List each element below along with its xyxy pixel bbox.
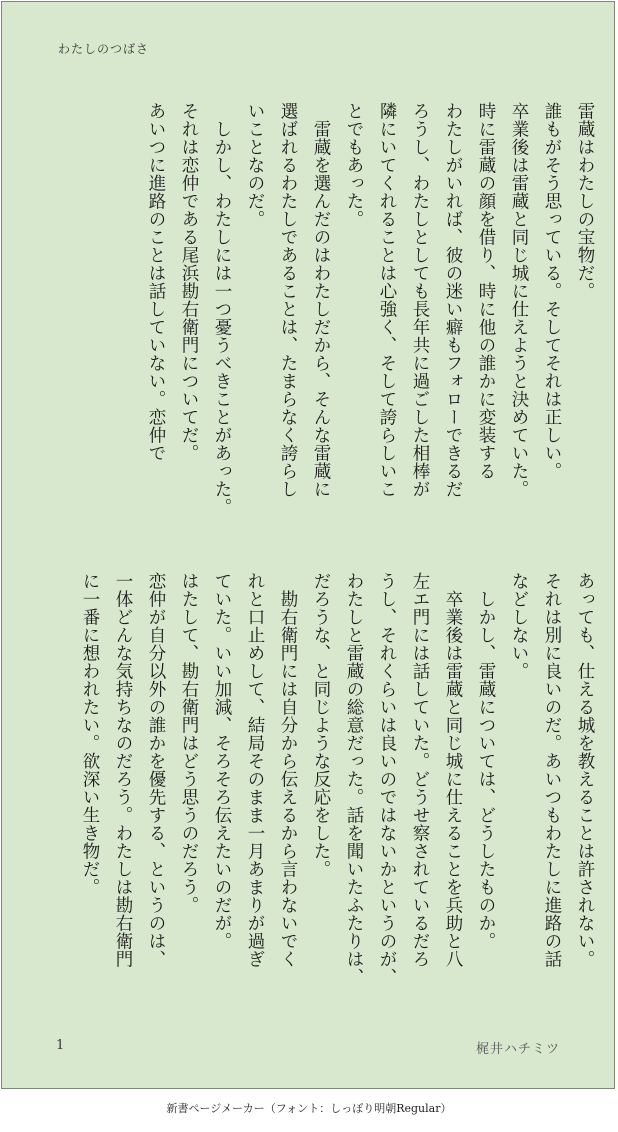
text-line: しかし、わたしには一つ憂うべきことがあった。 (212, 102, 232, 516)
text-line: あいつに進路のことは話していない。恋仲で (146, 102, 166, 462)
text-line: などしない。 (509, 572, 529, 680)
author-name: 梶井ハチミツ (475, 1042, 560, 1057)
text-line: れと口止めして、結局そのまま一月あまりが過ぎ (245, 572, 265, 968)
text-line: 勘右衛門には自分から伝えるから言わないでく (278, 572, 298, 968)
generator-caption: 新書ページメーカー（フォント：しっぽり明朝Regular） (166, 1102, 452, 1115)
text-line: わたしがいれば、彼の迷い癖もフォローできるだ (443, 102, 463, 498)
text-line: ろうし、わたしとしても長年共に過ごした相棒が (410, 102, 430, 498)
text-line: 左エ門には話していた。どうせ察されているだろ (410, 572, 430, 968)
text-line: 誰もがそう思っている。そしてそれは正しい。 (542, 102, 562, 480)
text-line: あっても、仕える城を教えることは許されない。 (575, 572, 595, 968)
text-line: それは恋仲である尾浜勘右衛門についてだ。 (179, 102, 199, 462)
text-line: に一番に想われたい。欲深い生き物だ。 (80, 572, 100, 896)
text-line: ていた。いい加減、そろそろ伝えたいのだが。 (212, 572, 232, 950)
text-line: 隣にいてくれることは心強く、そして誇らしいこ (377, 102, 397, 498)
text-line: だろうな、と同じような反応をした。 (311, 572, 331, 878)
text-line: とでもあった。 (344, 102, 364, 228)
text-line: 卒業後は雷蔵と同じ城に仕えることを兵助と八 (443, 572, 463, 968)
running-header-title: わたしのつばさ (58, 42, 150, 56)
text-block-top (47, 102, 601, 562)
text-block-bottom (47, 572, 601, 1032)
text-line: それは別に良いのだ。あいつもわたしに進路の話 (542, 572, 562, 968)
text-line: わたしと雷蔵の総意だった。話を聞いたふたりは、 (344, 572, 364, 986)
text-line: 時に雷蔵の顔を借り、時に他の誰かに変装する (476, 102, 496, 480)
text-line: しかし、雷蔵については、どうしたものか。 (476, 572, 496, 950)
text-line: いことなのだ。 (245, 102, 265, 228)
text-line: 恋仲が自分以外の誰かを優先する、というのは、 (146, 572, 166, 968)
text-line: 一体どんな気持ちなのだろう。わたしは勘右衛門 (113, 572, 133, 968)
text-line: 選ばれるわたしであることは、たまらなく誇らし (278, 102, 298, 498)
text-line: 卒業後は雷蔵と同じ城に仕えようと決めていた。 (509, 102, 529, 498)
text-line: はたして、勘右衛門はどう思うのだろう。 (179, 572, 199, 914)
text-line: 雷蔵を選んだのはわたしだから、そんな雷蔵に (311, 102, 331, 498)
page-number: 1 (56, 1038, 65, 1053)
text-line: 雷蔵はわたしの宝物だ。 (575, 102, 595, 300)
book-page (1, 1, 615, 1089)
text-line: うし、それくらいは良いのではないかというのが、 (377, 572, 397, 986)
